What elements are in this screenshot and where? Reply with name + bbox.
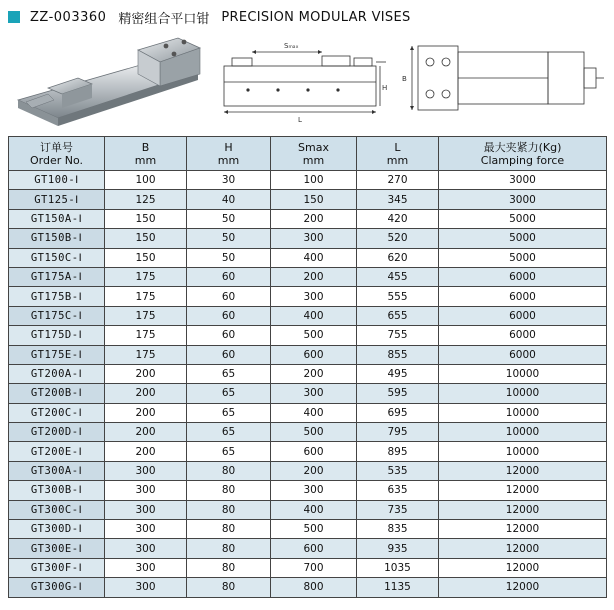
table-cell-h: 60 bbox=[187, 287, 271, 306]
table-row bbox=[9, 229, 607, 248]
table-row bbox=[9, 326, 607, 345]
column-header-label: Smax bbox=[298, 140, 329, 154]
table-cell-smax: 200 bbox=[271, 461, 357, 480]
table-cell-b: 175 bbox=[105, 326, 187, 345]
table-cell-clamping-force: 10000 bbox=[439, 384, 607, 403]
table-body bbox=[9, 171, 607, 598]
table-cell-l: 695 bbox=[357, 403, 439, 422]
column-header-l bbox=[357, 137, 439, 171]
table-cell-l: 795 bbox=[357, 423, 439, 442]
table-cell-order-no: GT200E-Ⅰ bbox=[9, 442, 105, 461]
table-cell-l: 735 bbox=[357, 500, 439, 519]
table-cell-h: 80 bbox=[187, 461, 271, 480]
page-header bbox=[8, 6, 411, 28]
table-cell-smax: 400 bbox=[271, 403, 357, 422]
table-cell-order-no: GT300E-Ⅰ bbox=[9, 539, 105, 558]
table-cell-b: 200 bbox=[105, 442, 187, 461]
table-cell-l: 1035 bbox=[357, 558, 439, 577]
table-cell-l: 520 bbox=[357, 229, 439, 248]
table-cell-order-no: GT150A-Ⅰ bbox=[9, 209, 105, 228]
column-header-label: L bbox=[394, 140, 401, 154]
table-cell-b: 150 bbox=[105, 248, 187, 267]
table-cell-b: 175 bbox=[105, 267, 187, 286]
table-cell-h: 65 bbox=[187, 423, 271, 442]
table-cell-l: 655 bbox=[357, 306, 439, 325]
column-header-unit: mm bbox=[386, 153, 409, 167]
table-cell-b: 200 bbox=[105, 403, 187, 422]
table-cell-b: 175 bbox=[105, 345, 187, 364]
table-cell-order-no: GT300F-Ⅰ bbox=[9, 558, 105, 577]
table-cell-b: 300 bbox=[105, 481, 187, 500]
table-cell-h: 60 bbox=[187, 345, 271, 364]
table-cell-clamping-force: 6000 bbox=[439, 287, 607, 306]
column-header-label: 最大夹紧力(Kg) bbox=[483, 140, 562, 154]
table-cell-b: 200 bbox=[105, 423, 187, 442]
table-cell-smax: 300 bbox=[271, 384, 357, 403]
table-cell-order-no: GT175B-Ⅰ bbox=[9, 287, 105, 306]
table-row bbox=[9, 248, 607, 267]
table-row bbox=[9, 558, 607, 577]
table-cell-h: 50 bbox=[187, 248, 271, 267]
table-header-row bbox=[9, 137, 607, 171]
column-header-unit: mm bbox=[134, 153, 157, 167]
table-cell-clamping-force: 12000 bbox=[439, 578, 607, 597]
table-cell-smax: 600 bbox=[271, 539, 357, 558]
table-cell-l: 855 bbox=[357, 345, 439, 364]
table-cell-b: 300 bbox=[105, 558, 187, 577]
table-cell-clamping-force: 12000 bbox=[439, 520, 607, 539]
table-cell-l: 635 bbox=[357, 481, 439, 500]
table-cell-h: 30 bbox=[187, 171, 271, 190]
table-cell-h: 50 bbox=[187, 209, 271, 228]
table-cell-smax: 600 bbox=[271, 345, 357, 364]
table-row bbox=[9, 171, 607, 190]
table-cell-smax: 600 bbox=[271, 442, 357, 461]
table-cell-h: 80 bbox=[187, 500, 271, 519]
table-cell-h: 60 bbox=[187, 306, 271, 325]
table-cell-smax: 800 bbox=[271, 578, 357, 597]
table-cell-b: 200 bbox=[105, 364, 187, 383]
table-row bbox=[9, 190, 607, 209]
table-cell-l: 535 bbox=[357, 461, 439, 480]
table-row bbox=[9, 209, 607, 228]
column-header-smax bbox=[271, 137, 357, 171]
column-header-unit: mm bbox=[302, 153, 325, 167]
table-cell-b: 150 bbox=[105, 209, 187, 228]
dim-label-l: L bbox=[298, 116, 302, 124]
table-cell-clamping-force: 10000 bbox=[439, 442, 607, 461]
vise-photo bbox=[8, 32, 208, 128]
table-cell-order-no: GT300A-Ⅰ bbox=[9, 461, 105, 480]
table-cell-h: 65 bbox=[187, 442, 271, 461]
table-cell-clamping-force: 6000 bbox=[439, 326, 607, 345]
table-row bbox=[9, 500, 607, 519]
table-cell-clamping-force: 5000 bbox=[439, 209, 607, 228]
column-header-unit: mm bbox=[217, 153, 240, 167]
table-cell-h: 80 bbox=[187, 558, 271, 577]
column-header-label: 订单号 bbox=[40, 140, 73, 154]
column-header-h bbox=[187, 137, 271, 171]
table-row bbox=[9, 403, 607, 422]
column-header-b bbox=[105, 137, 187, 171]
table-row bbox=[9, 364, 607, 383]
table-cell-l: 345 bbox=[357, 190, 439, 209]
table-cell-clamping-force: 10000 bbox=[439, 403, 607, 422]
table-cell-h: 60 bbox=[187, 267, 271, 286]
table-row bbox=[9, 423, 607, 442]
table-cell-order-no: GT125-Ⅰ bbox=[9, 190, 105, 209]
table-cell-h: 50 bbox=[187, 229, 271, 248]
table-cell-order-no: GT200C-Ⅰ bbox=[9, 403, 105, 422]
table-cell-l: 835 bbox=[357, 520, 439, 539]
table-row bbox=[9, 481, 607, 500]
dim-label-b: B bbox=[402, 75, 407, 83]
table-cell-b: 150 bbox=[105, 229, 187, 248]
table-cell-clamping-force: 10000 bbox=[439, 364, 607, 383]
title-chinese: 精密组合平口钳 bbox=[118, 11, 210, 27]
table-cell-h: 80 bbox=[187, 578, 271, 597]
table-row bbox=[9, 287, 607, 306]
table-cell-order-no: GT175C-Ⅰ bbox=[9, 306, 105, 325]
vise-spec-table bbox=[8, 136, 607, 598]
table-cell-h: 80 bbox=[187, 539, 271, 558]
table-row bbox=[9, 461, 607, 480]
table-cell-order-no: GT300D-Ⅰ bbox=[9, 520, 105, 539]
table-cell-order-no: GT150C-Ⅰ bbox=[9, 248, 105, 267]
table-cell-order-no: GT300C-Ⅰ bbox=[9, 500, 105, 519]
table-cell-clamping-force: 10000 bbox=[439, 423, 607, 442]
table-cell-order-no: GT300B-Ⅰ bbox=[9, 481, 105, 500]
table-row bbox=[9, 520, 607, 539]
table-cell-l: 455 bbox=[357, 267, 439, 286]
table-cell-b: 125 bbox=[105, 190, 187, 209]
table-cell-order-no: GT300G-Ⅰ bbox=[9, 578, 105, 597]
table-cell-h: 65 bbox=[187, 384, 271, 403]
table-cell-clamping-force: 12000 bbox=[439, 461, 607, 480]
table-cell-b: 300 bbox=[105, 520, 187, 539]
table-cell-order-no: GT200A-Ⅰ bbox=[9, 364, 105, 383]
column-header-clamping-force bbox=[439, 137, 607, 171]
table-cell-l: 595 bbox=[357, 384, 439, 403]
table-cell-l: 555 bbox=[357, 287, 439, 306]
table-cell-b: 200 bbox=[105, 384, 187, 403]
table-cell-order-no: GT175E-Ⅰ bbox=[9, 345, 105, 364]
table-row bbox=[9, 267, 607, 286]
side-view-drawing bbox=[218, 32, 390, 128]
accent-square-icon bbox=[8, 11, 20, 23]
table-cell-clamping-force: 6000 bbox=[439, 345, 607, 364]
table-cell-l: 420 bbox=[357, 209, 439, 228]
table-cell-clamping-force: 12000 bbox=[439, 481, 607, 500]
table-cell-smax: 200 bbox=[271, 364, 357, 383]
table-cell-l: 270 bbox=[357, 171, 439, 190]
table-cell-order-no: GT200B-Ⅰ bbox=[9, 384, 105, 403]
table-cell-smax: 500 bbox=[271, 326, 357, 345]
table-row bbox=[9, 384, 607, 403]
table-cell-smax: 400 bbox=[271, 248, 357, 267]
column-header-label: H bbox=[224, 140, 233, 154]
dim-label-h: H bbox=[382, 84, 388, 92]
table-cell-smax: 500 bbox=[271, 423, 357, 442]
table-cell-clamping-force: 12000 bbox=[439, 539, 607, 558]
table-cell-order-no: GT175A-Ⅰ bbox=[9, 267, 105, 286]
table-cell-order-no: GT175D-Ⅰ bbox=[9, 326, 105, 345]
table-cell-smax: 100 bbox=[271, 171, 357, 190]
table-cell-l: 495 bbox=[357, 364, 439, 383]
table-row bbox=[9, 539, 607, 558]
table-cell-smax: 400 bbox=[271, 306, 357, 325]
table-cell-h: 65 bbox=[187, 403, 271, 422]
table-cell-b: 300 bbox=[105, 539, 187, 558]
table-cell-clamping-force: 6000 bbox=[439, 267, 607, 286]
table-cell-b: 300 bbox=[105, 461, 187, 480]
table-cell-h: 40 bbox=[187, 190, 271, 209]
table-cell-b: 300 bbox=[105, 500, 187, 519]
table-cell-clamping-force: 12000 bbox=[439, 558, 607, 577]
table-cell-clamping-force: 3000 bbox=[439, 171, 607, 190]
table-cell-l: 935 bbox=[357, 539, 439, 558]
table-cell-b: 300 bbox=[105, 578, 187, 597]
table-row bbox=[9, 578, 607, 597]
table-cell-h: 65 bbox=[187, 364, 271, 383]
table-cell-order-no: GT200D-Ⅰ bbox=[9, 423, 105, 442]
table-cell-h: 60 bbox=[187, 326, 271, 345]
table-cell-b: 175 bbox=[105, 306, 187, 325]
table-row bbox=[9, 306, 607, 325]
table-cell-smax: 500 bbox=[271, 520, 357, 539]
table-cell-smax: 400 bbox=[271, 500, 357, 519]
table-cell-smax: 700 bbox=[271, 558, 357, 577]
dim-label-smax: Sₘₐₓ bbox=[284, 42, 299, 50]
table-cell-l: 620 bbox=[357, 248, 439, 267]
table-cell-smax: 300 bbox=[271, 229, 357, 248]
table-cell-l: 895 bbox=[357, 442, 439, 461]
product-code: ZZ-003360 bbox=[30, 9, 107, 25]
column-header-label: B bbox=[141, 140, 150, 154]
table-cell-smax: 200 bbox=[271, 267, 357, 286]
table-cell-clamping-force: 5000 bbox=[439, 229, 607, 248]
table-row bbox=[9, 442, 607, 461]
table-cell-b: 100 bbox=[105, 171, 187, 190]
table-cell-order-no: GT100-Ⅰ bbox=[9, 171, 105, 190]
table-cell-l: 1135 bbox=[357, 578, 439, 597]
table-cell-clamping-force: 6000 bbox=[439, 306, 607, 325]
column-header-unit: Order No. bbox=[29, 153, 84, 167]
table-cell-order-no: GT150B-Ⅰ bbox=[9, 229, 105, 248]
title-english: PRECISION MODULAR VISES bbox=[221, 9, 411, 25]
table-cell-smax: 300 bbox=[271, 481, 357, 500]
top-view-drawing bbox=[400, 32, 606, 128]
table-cell-smax: 300 bbox=[271, 287, 357, 306]
table-cell-smax: 200 bbox=[271, 209, 357, 228]
table-row bbox=[9, 345, 607, 364]
table-cell-clamping-force: 5000 bbox=[439, 248, 607, 267]
table-cell-clamping-force: 12000 bbox=[439, 500, 607, 519]
column-header-unit: Clamping force bbox=[480, 153, 565, 167]
table-cell-b: 175 bbox=[105, 287, 187, 306]
table-cell-h: 80 bbox=[187, 481, 271, 500]
table-cell-smax: 150 bbox=[271, 190, 357, 209]
table-cell-h: 80 bbox=[187, 520, 271, 539]
column-header-order-no bbox=[9, 137, 105, 171]
table-cell-l: 755 bbox=[357, 326, 439, 345]
table-cell-clamping-force: 3000 bbox=[439, 190, 607, 209]
